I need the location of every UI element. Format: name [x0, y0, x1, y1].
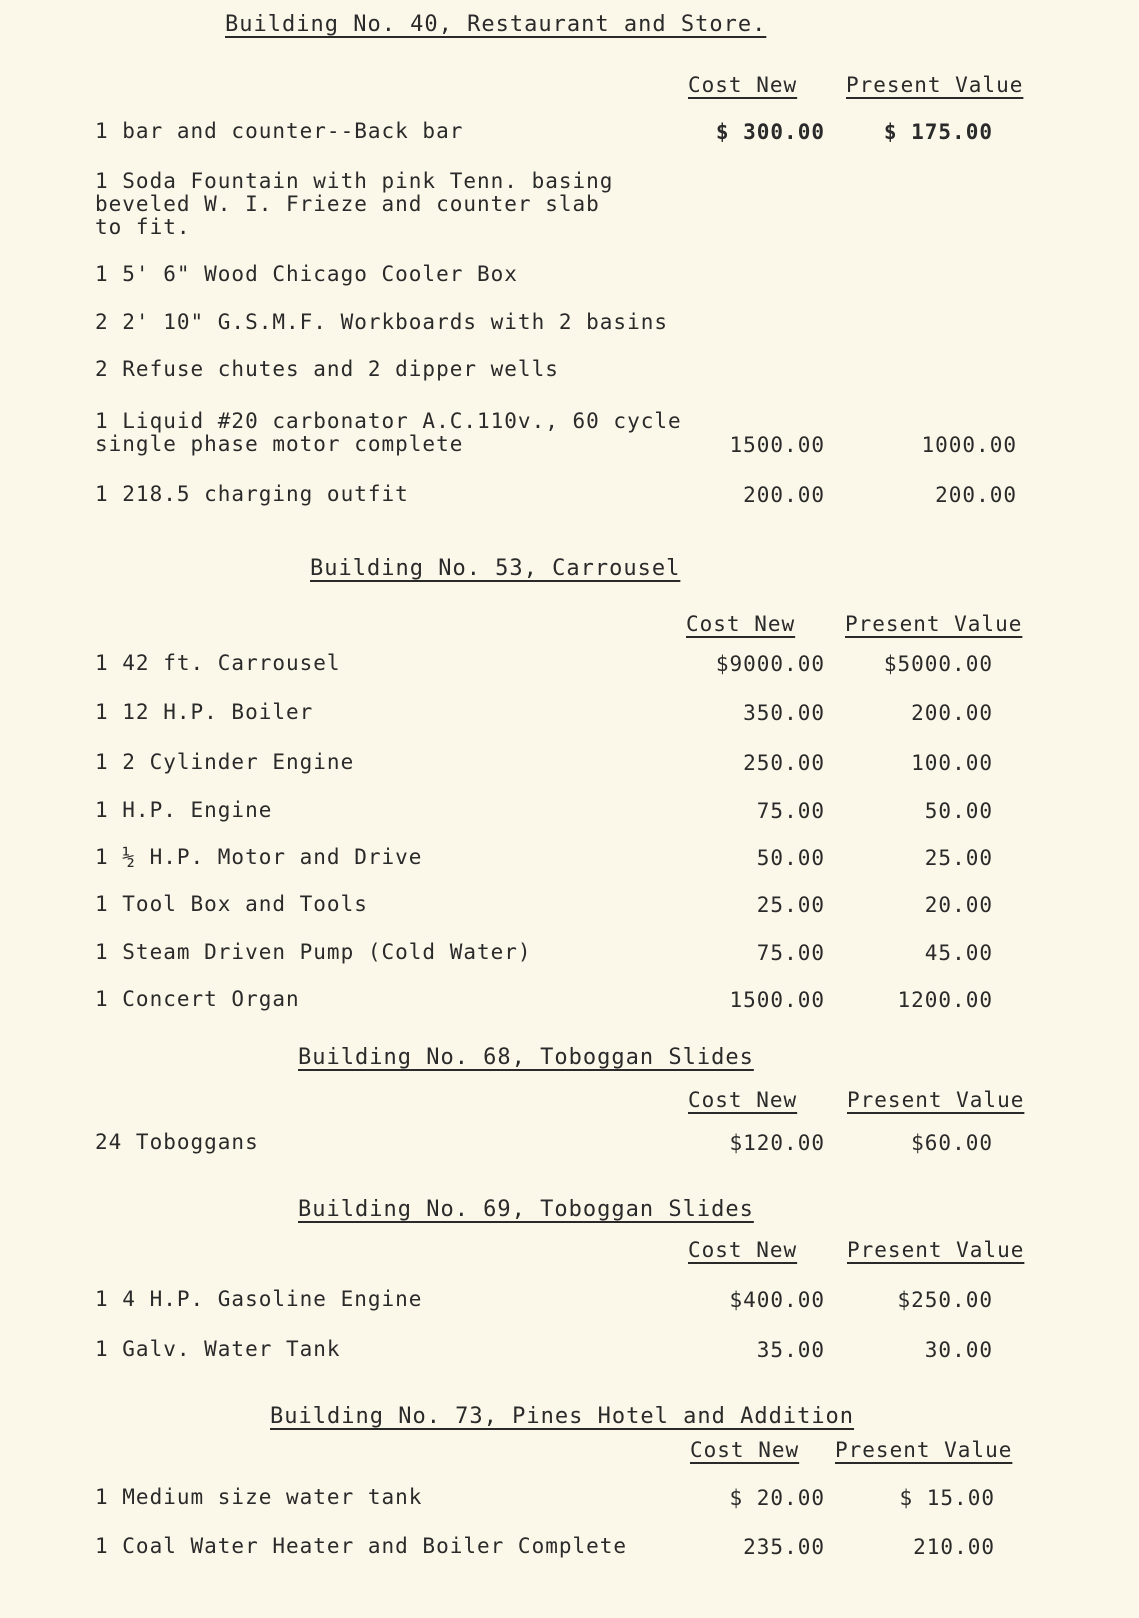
- column-header-cost-new: Cost New: [688, 1088, 798, 1112]
- item-description: 1 Concert Organ: [95, 987, 300, 1011]
- present-value: 45.00: [924, 941, 993, 965]
- column-header-present-value: Present Value: [847, 1088, 1025, 1112]
- cost-new-value: 1500.00: [729, 988, 825, 1012]
- section-heading: Building No. 53, Carrousel: [310, 556, 681, 581]
- item-description: 1 ½ H.P. Motor and Drive: [95, 845, 423, 869]
- cost-new-value: 35.00: [756, 1338, 825, 1362]
- cost-new-value: 235.00: [743, 1535, 825, 1559]
- column-header-present-value: Present Value: [846, 73, 1024, 97]
- item-description: 1 bar and counter--Back bar: [95, 119, 464, 143]
- present-value: $250.00: [897, 1288, 993, 1312]
- cost-new-value: 50.00: [756, 846, 825, 870]
- present-value: 20.00: [924, 893, 993, 917]
- section-heading: Building No. 73, Pines Hotel and Addition: [270, 1404, 855, 1429]
- column-header-present-value: Present Value: [835, 1438, 1013, 1462]
- item-description: 1 Tool Box and Tools: [95, 892, 368, 916]
- present-value: $5000.00: [883, 652, 993, 676]
- present-value: $ 15.00: [899, 1486, 995, 1510]
- item-description: 1 42 ft. Carrousel: [95, 651, 341, 675]
- column-header-cost-new: Cost New: [688, 1238, 798, 1262]
- column-header-present-value: Present Value: [847, 1238, 1025, 1262]
- present-value: 1000.00: [921, 433, 1017, 457]
- present-value: 25.00: [924, 846, 993, 870]
- present-value: 200.00: [935, 483, 1017, 507]
- present-value: 210.00: [913, 1535, 995, 1559]
- cost-new-value: 350.00: [743, 701, 825, 725]
- present-value: 1200.00: [897, 988, 993, 1012]
- item-description: 1 4 H.P. Gasoline Engine: [95, 1287, 423, 1311]
- column-header-cost-new: Cost New: [688, 73, 798, 97]
- item-description: 1 Soda Fountain with pink Tenn. basing beveled W. I. Frieze and counter slab to fit.: [95, 169, 614, 239]
- cost-new-value: 25.00: [756, 893, 825, 917]
- item-description: 1 218.5 charging outfit: [95, 482, 409, 506]
- cost-new-value: 200.00: [743, 483, 825, 507]
- item-description: 2 Refuse chutes and 2 dipper wells: [95, 357, 559, 381]
- section-heading: Building No. 69, Toboggan Slides: [298, 1197, 754, 1222]
- cost-new-value: $120.00: [729, 1131, 825, 1155]
- cost-new-value: 250.00: [743, 751, 825, 775]
- cost-new-value: $9000.00: [715, 652, 825, 676]
- cost-new-value: $ 300.00: [715, 120, 825, 144]
- cost-new-value: 1500.00: [729, 433, 825, 457]
- column-header-cost-new: Cost New: [690, 1438, 800, 1462]
- present-value: $ 175.00: [883, 120, 993, 144]
- item-description: 2 2' 10" G.S.M.F. Workboards with 2 basins: [95, 310, 669, 334]
- cost-new-value: 75.00: [756, 941, 825, 965]
- item-description: 1 Medium size water tank: [95, 1485, 423, 1509]
- cost-new-value: $ 20.00: [729, 1486, 825, 1510]
- section-heading: Building No. 68, Toboggan Slides: [298, 1045, 754, 1070]
- item-description: 1 Liquid #20 carbonator A.C.110v., 60 cycle single phase motor complete: [95, 409, 682, 456]
- item-description: 1 Steam Driven Pump (Cold Water): [95, 940, 532, 964]
- column-header-cost-new: Cost New: [686, 612, 796, 636]
- item-description: 1 Galv. Water Tank: [95, 1337, 341, 1361]
- item-description: 24 Toboggans: [95, 1130, 259, 1154]
- present-value: 100.00: [911, 751, 993, 775]
- item-description: 1 5' 6" Wood Chicago Cooler Box: [95, 262, 518, 286]
- present-value: $60.00: [911, 1131, 993, 1155]
- section-heading: Building No. 40, Restaurant and Store.: [225, 12, 767, 37]
- cost-new-value: 75.00: [756, 799, 825, 823]
- item-description: 1 2 Cylinder Engine: [95, 750, 355, 774]
- present-value: 50.00: [924, 799, 993, 823]
- item-description: 1 H.P. Engine: [95, 798, 273, 822]
- item-description: 1 12 H.P. Boiler: [95, 700, 314, 724]
- present-value: 200.00: [911, 701, 993, 725]
- item-description: 1 Coal Water Heater and Boiler Complete: [95, 1534, 628, 1558]
- present-value: 30.00: [924, 1338, 993, 1362]
- cost-new-value: $400.00: [729, 1288, 825, 1312]
- column-header-present-value: Present Value: [845, 612, 1023, 636]
